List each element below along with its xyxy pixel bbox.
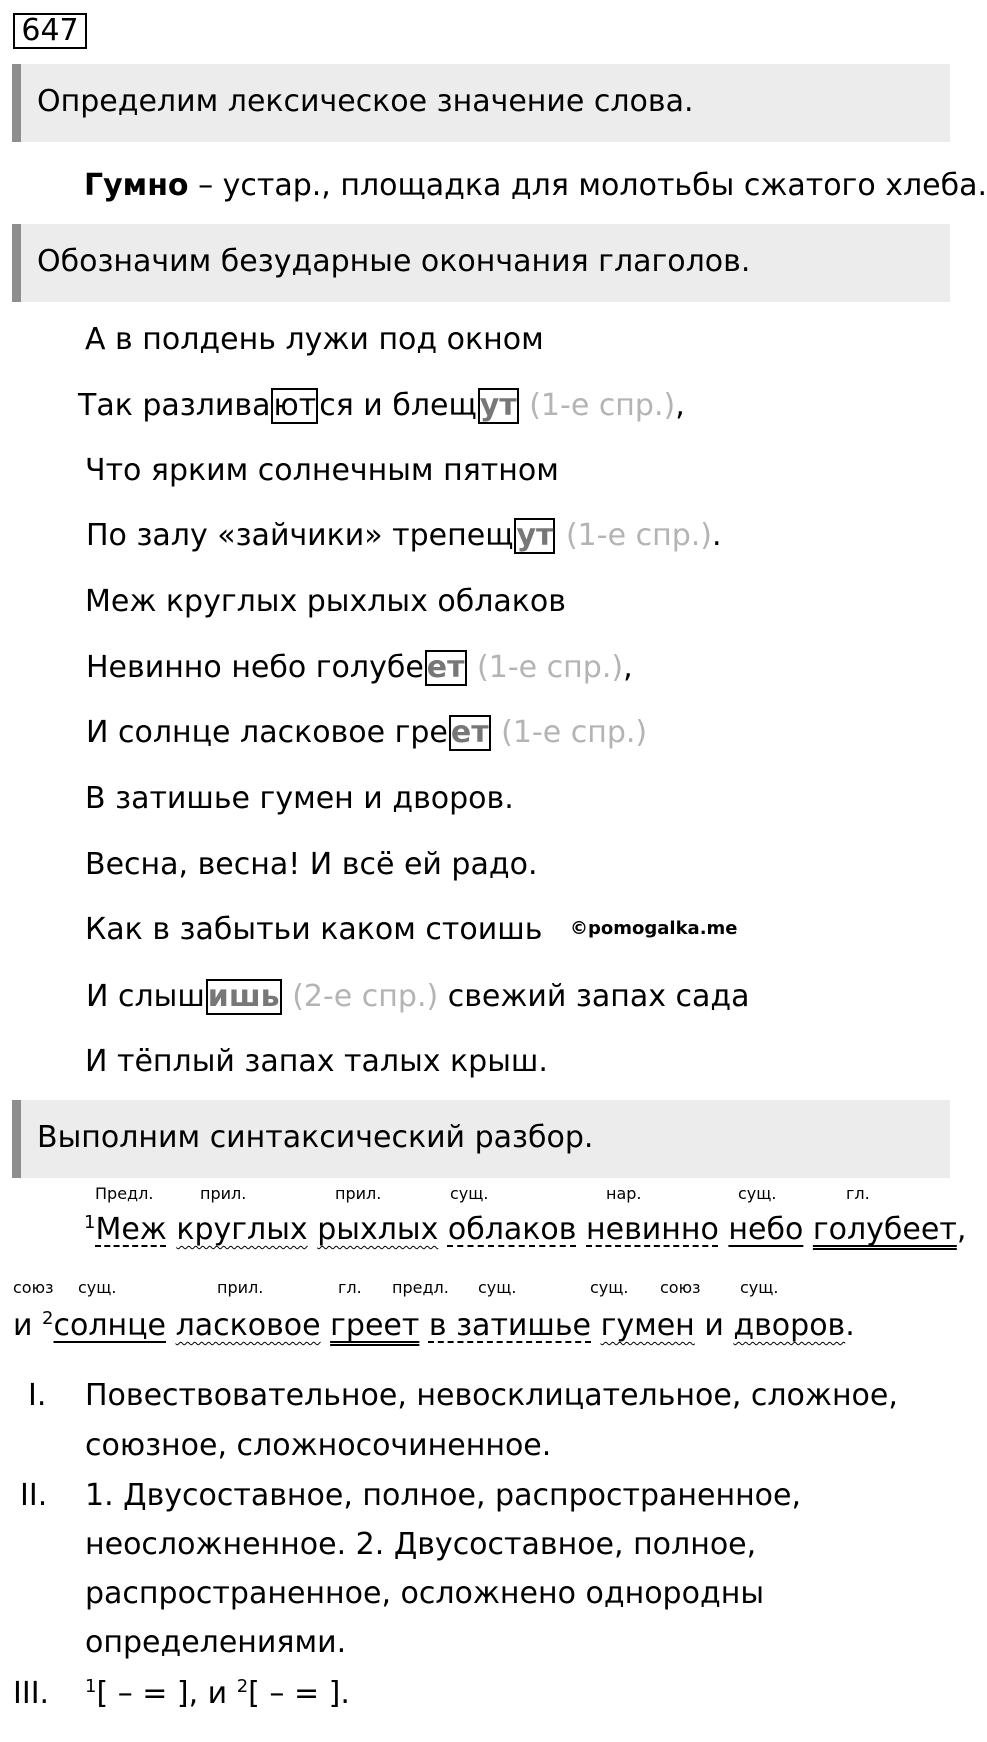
- pos-label: нар.: [606, 1184, 642, 1203]
- pos-label: прил.: [335, 1184, 382, 1203]
- ending-box: ет: [426, 650, 465, 685]
- item-text: союзное, сложносочиненное.: [85, 1428, 552, 1463]
- conjugation-note: (2-е спр.): [282, 979, 448, 1014]
- scheme-line: [85, 1676, 350, 1711]
- item-label: II.: [20, 1478, 48, 1513]
- scheme-part: [ – = ], и: [96, 1676, 237, 1711]
- sentence-line-2: [13, 1308, 855, 1343]
- poem-text: Как в забытьи каком стоишь: [85, 912, 543, 947]
- section-heading-lexical: [12, 64, 950, 142]
- item-label: III.: [13, 1676, 50, 1711]
- poem-text: свежий запах сада: [447, 979, 750, 1014]
- conjugation-note: (1-е спр.): [467, 650, 624, 685]
- word: круглых: [176, 1212, 308, 1247]
- punctuation: .: [845, 1308, 855, 1343]
- word: Меж: [95, 1212, 167, 1247]
- section-heading-text: Выполним синтаксический разбор.: [37, 1120, 594, 1155]
- word: небо: [728, 1212, 804, 1247]
- word: рыхлых: [317, 1212, 439, 1247]
- pos-label: гл.: [338, 1278, 362, 1297]
- clause-number: 2: [42, 1308, 54, 1329]
- poem-text: Весна, весна! И всё ей радо.: [85, 847, 538, 882]
- poem-text: .: [711, 518, 722, 553]
- pos-label: союз: [13, 1278, 54, 1297]
- poem-text: И солнце ласковое гре: [86, 715, 448, 750]
- word: гумен: [600, 1308, 695, 1343]
- poem-text: В затишье гумен и дворов.: [85, 781, 514, 816]
- conjunction: и: [13, 1308, 43, 1343]
- poem-line-12: [85, 1044, 548, 1079]
- poem-line-7: [86, 715, 647, 751]
- clause-number: 2: [236, 1676, 249, 1697]
- ending-box: ишь: [207, 979, 280, 1014]
- poem-line-2: [78, 388, 685, 424]
- punctuation: ,: [956, 1212, 967, 1247]
- item-text: распространенное, осложнено однородны: [85, 1576, 764, 1611]
- word: дворов: [733, 1308, 846, 1343]
- clause-number: 1: [85, 1676, 97, 1697]
- poem-text: Так разлива: [78, 388, 271, 423]
- ending-box: ут: [479, 388, 517, 423]
- exercise-number: 647: [13, 13, 87, 49]
- conjugation-note: (1-е спр.): [519, 388, 676, 423]
- pos-label: сущ.: [478, 1278, 517, 1297]
- poem-text: А в полдень лужи под окном: [85, 322, 544, 357]
- item-text: неосложненное. 2. Двусоставное, полное,: [85, 1527, 757, 1562]
- word: ласковое: [175, 1308, 321, 1343]
- poem-line-3: [85, 453, 559, 488]
- poem-text: ,: [623, 650, 633, 685]
- pos-label: сущ.: [738, 1184, 777, 1203]
- poem-text: По залу «зайчики» трепещ: [86, 518, 514, 553]
- item-label: I.: [28, 1378, 47, 1413]
- ending-box: ут: [516, 518, 554, 553]
- scheme-part: [ – = ].: [248, 1676, 350, 1711]
- section-heading-endings: [12, 224, 950, 302]
- pos-label: прил.: [200, 1184, 247, 1203]
- ending-box: ют: [273, 388, 317, 423]
- item-text: Повествовательное, невосклицательное, сложное,: [85, 1378, 898, 1413]
- poem-text: И тёплый запах талых крыш.: [85, 1044, 548, 1079]
- word: и: [704, 1308, 724, 1343]
- word: солнце: [53, 1308, 167, 1343]
- word: в затишье: [428, 1308, 592, 1343]
- poem-line-6: [86, 650, 633, 686]
- word: облаков: [447, 1212, 577, 1247]
- poem-text: И слыш: [86, 979, 205, 1014]
- conjugation-note: (1-е спр.): [491, 715, 648, 750]
- pos-label: прил.: [217, 1278, 264, 1297]
- pos-label: предл.: [392, 1278, 449, 1297]
- ending-box: ет: [450, 715, 489, 750]
- pos-label: сущ.: [450, 1184, 489, 1203]
- poem-text: ся и блещ: [319, 388, 477, 423]
- section-heading-text: Обозначим безударные окончания глаголов.: [37, 244, 751, 279]
- word: греет: [330, 1308, 420, 1343]
- pos-label: сущ.: [590, 1278, 629, 1297]
- item-text: 1. Двусоставное, полное, распространенное,: [85, 1478, 802, 1513]
- section-heading-text: Определим лексическое значение слова.: [37, 84, 694, 119]
- poem-line-9: [85, 847, 538, 882]
- poem-text: Меж круглых рыхлых облаков: [85, 584, 566, 619]
- poem-text: ,: [675, 388, 685, 423]
- sentence-line-1: [84, 1212, 966, 1247]
- section-heading-syntax: [12, 1100, 950, 1178]
- term: Гумно: [84, 168, 189, 203]
- word: невинно: [586, 1212, 719, 1247]
- poem-text: Невинно небо голубе: [86, 650, 424, 685]
- definition-line: [84, 168, 987, 203]
- poem-line-10: [85, 912, 542, 947]
- item-text: определениями.: [85, 1625, 347, 1660]
- poem-text: Что ярким солнечным пятном: [85, 453, 559, 488]
- pos-label: сущ.: [740, 1278, 779, 1297]
- watermark: ©pomogalka.me: [570, 918, 738, 939]
- poem-line-1: [85, 322, 544, 357]
- definition: – устар., площадка для молотьбы сжатого хлеба.: [188, 168, 987, 203]
- conjugation-note: (1-е спр.): [556, 518, 712, 553]
- poem-line-11: [86, 979, 750, 1015]
- pos-label: союз: [660, 1278, 701, 1297]
- pos-label: сущ.: [78, 1278, 117, 1297]
- poem-line-8: [85, 781, 514, 816]
- word: голубеет: [812, 1212, 957, 1247]
- poem-line-5: [85, 584, 566, 619]
- poem-line-4: [86, 518, 722, 554]
- pos-label: гл.: [846, 1184, 870, 1203]
- clause-number: 1: [84, 1212, 96, 1233]
- pos-label: Предл.: [95, 1184, 154, 1203]
